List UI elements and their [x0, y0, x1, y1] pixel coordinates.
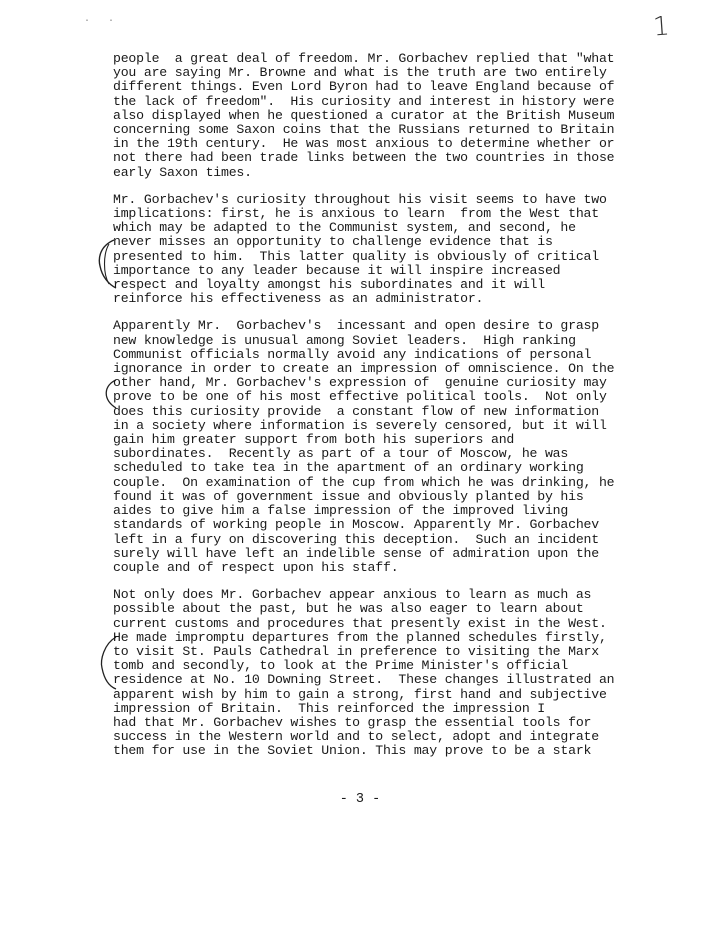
text-line: early Saxon times. — [113, 164, 252, 180]
text-line: left in a fury on discovering this deception. Such an incident — [113, 531, 599, 547]
text-line: gain him greater support from both his superiors and — [113, 432, 515, 448]
body-text — [113, 52, 673, 772]
text-line: scheduled to take tea in the apartment of an ordinary working — [113, 460, 584, 476]
text-line: to visit St. Pauls Cathedral in preference to visiting the Marx — [113, 643, 599, 659]
text-line: importance to any leader because it will inspire increased — [113, 262, 561, 278]
text-line: Communist officials normally avoid any indications of personal — [113, 346, 592, 362]
text-line: presented to him. This latter quality is obviously of critical — [113, 248, 599, 264]
paragraph-4 — [113, 588, 673, 758]
text-line: Not only does Mr. Gorbachev appear anxious to learn as much as — [113, 587, 592, 603]
text-line: the lack of freedom". His curiosity and interest in history were — [113, 93, 615, 109]
text-line: current customs and procedures that presently exist in the West. — [113, 615, 607, 631]
text-line: He made impromptu departures from the planned schedules firstly, — [113, 629, 607, 645]
text-line: standards of working people in Moscow. Apparently Mr. Gorbachev — [113, 517, 599, 533]
text-line: you are saying Mr. Browne and what is the truth are two entirely — [113, 65, 607, 81]
paragraph-2 — [113, 193, 673, 307]
text-line: implications: first, he is anxious to learn from the West that — [113, 206, 599, 222]
text-line: them for use in the Soviet Union. This may prove to be a stark — [113, 743, 592, 759]
text-line: surely will have left an indelible sense of admiration upon the — [113, 545, 599, 561]
text-line: possible about the past, but he was also eager to learn about — [113, 601, 584, 617]
text-line: couple and of respect upon his staff. — [113, 559, 399, 575]
text-line: concerning some Saxon coins that the Russians returned to Britain — [113, 122, 615, 138]
text-line: also displayed when he questioned a curator at the British Museum — [113, 107, 615, 123]
text-line: aides to give him a false impression of the improved living — [113, 503, 569, 519]
text-line: success in the Western world and to select, adopt and integrate — [113, 729, 599, 745]
text-line: subordinates. Recently as part of a tour of Moscow, he was — [113, 446, 569, 462]
text-line: in a society where information is severely censored, but it will — [113, 417, 607, 433]
text-line: found it was of government issue and obviously planted by his — [113, 488, 584, 504]
text-line: different things. Even Lord Byron had to leave England because of — [113, 79, 615, 95]
text-line: Apparently Mr. Gorbachev's incessant and open desire to grasp — [113, 318, 599, 334]
text-line: which may be adapted to the Communist system, and second, he — [113, 220, 576, 236]
text-line: people a great deal of freedom. Mr. Gorbachev replied that "what — [113, 51, 615, 66]
paragraph-1 — [113, 52, 673, 180]
text-line: prove to be one of his most effective political tools. Not only — [113, 389, 607, 405]
text-line: new knowledge is unusual among Soviet leaders. High ranking — [113, 332, 576, 348]
scan-specks: · · — [84, 16, 121, 27]
text-line: had that Mr. Gorbachev wishes to grasp the essential tools for — [113, 714, 592, 730]
text-line: reinforce his effectiveness as an administrator. — [113, 291, 484, 307]
text-line: in the 19th century. He was most anxious to determine whether or — [113, 136, 615, 152]
text-line: impression of Britain. This reinforced the impression I — [113, 700, 545, 716]
text-line: couple. On examination of the cup from which he was drinking, he — [113, 474, 615, 490]
text-line: other hand, Mr. Gorbachev's expression of genuine curiosity may — [113, 375, 607, 391]
text-line: does this curiosity provide a constant flow of new information — [113, 403, 599, 419]
text-line: not there had been trade links between the two countries in those — [113, 150, 615, 166]
text-line: tomb and secondly, to look at the Prime Minister's official — [113, 658, 569, 674]
text-line: never misses an opportunity to challenge evidence that is — [113, 234, 553, 250]
handwritten-page-mark: 1 — [652, 11, 672, 43]
text-line: apparent wish by him to gain a strong, first hand and subjective — [113, 686, 607, 702]
text-line: residence at No. 10 Downing Street. These changes illustrated an — [113, 672, 615, 688]
paragraph-3 — [113, 319, 673, 575]
text-line: ignorance in order to create an impression of omniscience. On the — [113, 361, 615, 377]
page-number: - 3 - — [339, 792, 381, 807]
text-line: respect and loyalty amongst his subordinates and it will — [113, 277, 545, 293]
text-line: Mr. Gorbachev's curiosity throughout his visit seems to have two — [113, 191, 607, 207]
